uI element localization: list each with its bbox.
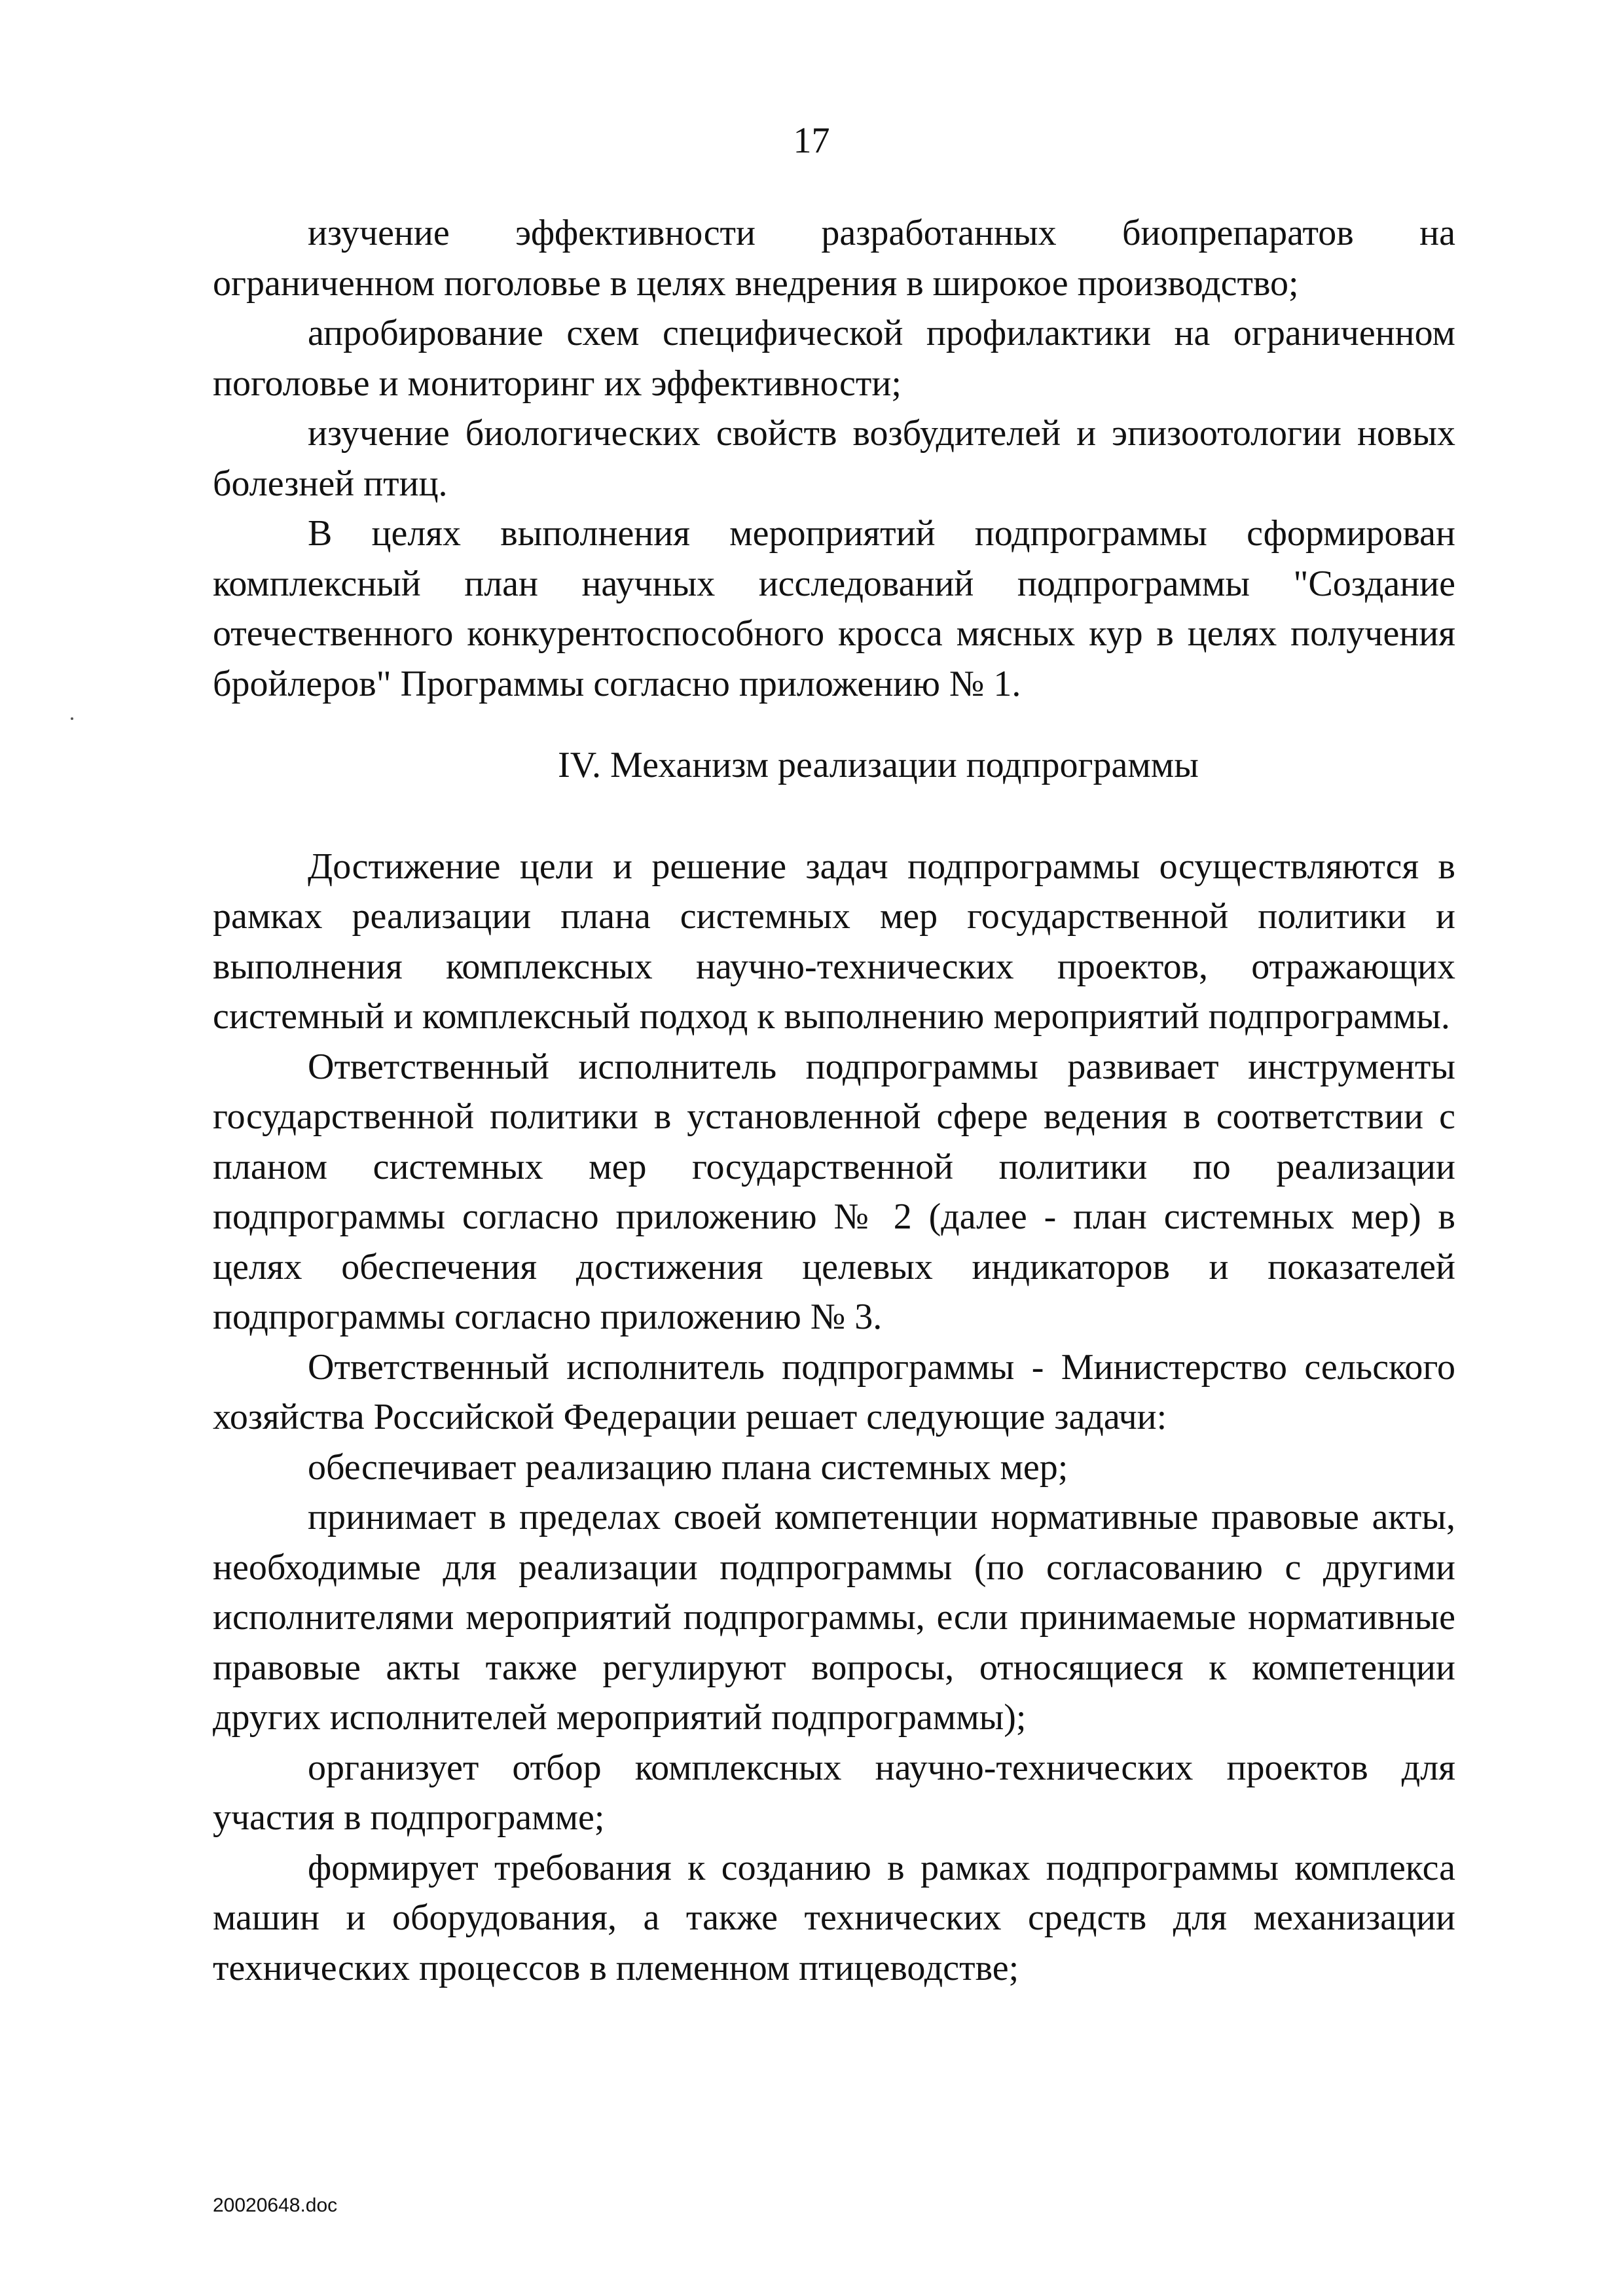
section-heading: IV. Механизм реализации подпрограммы: [558, 745, 1199, 785]
paragraph-ministry-tasks: Ответственный исполнитель подпрограммы - Министерство сельского хозяйства Российской Федерации решает следующие задачи:: [213, 1346, 1455, 1437]
paragraph-task-project-selection: организует отбор комплексных научно-технических проектов для участия в подпрограмме;: [213, 1747, 1455, 1838]
paragraph-task-machinery-requirements: формирует требования к созданию в рамках подпрограммы комплекса машин и оборудования, а также технических средств для механизации технических процессов в племенном птицеводстве;: [213, 1847, 1455, 1988]
paragraph-task-plan-implementation: обеспечивает реализацию плана системных мер;: [308, 1446, 1068, 1488]
footer-filename: 20020648.doc: [213, 2195, 338, 2216]
paragraph-study-pathogens: изучение биологических свойств возбудителей и эпизоотологии новых болезней птиц.: [213, 413, 1455, 504]
paragraph-task-legal-acts: принимает в пределах своей компетенции нормативные правовые акты, необходимые для реализации подпрограммы (по согласованию с другими исполнителями мероприятий подпрограммы, если принимаемые нормативные правовые акты также регулируют вопросы, относящиеся к компетенции других исполнителей мероприятий подпрограммы);: [213, 1497, 1455, 1738]
paragraph-approbation-schemes: апробирование схем специфической профилактики на ограниченном поголовье и мониторинг их эффективности;: [213, 313, 1455, 404]
scan-margin-dot: [71, 717, 73, 720]
paragraph-goal-achievement: Достижение цели и решение задач подпрограммы осуществляются в рамках реализации плана системных мер государственной политики и выполнения комплексных научно-технических проектов, отражающих системный и комплексный подход к выполнению мероприятий подпрограммы.: [213, 846, 1455, 1037]
document-body: [213, 208, 1455, 1993]
paragraph-research-plan: В целях выполнения мероприятий подпрограммы сформирован комплексный план научных исследований подпрограммы "Создание отечественного конкурентоспособного кросса мясных кур в целях получения бройлеров" Программы согласно приложению № 1.: [213, 513, 1455, 704]
paragraph-responsible-executor-tools: Ответственный исполнитель подпрограммы развивает инструменты государственной политики в установленной сфере ведения в соответствии с планом системных мер государственной политики по реализации подпрограммы согласно приложению № 2 (далее - план системных мер) в целях обеспечения достижения целевых индикаторов и показателей подпрограммы согласно приложению № 3.: [213, 1046, 1455, 1337]
page-number: 17: [793, 120, 830, 161]
paragraph-study-biopreparations: изучение эффективности разработанных биопрепаратов на ограниченном поголовье в целях внедрения в широкое производство;: [213, 213, 1455, 304]
